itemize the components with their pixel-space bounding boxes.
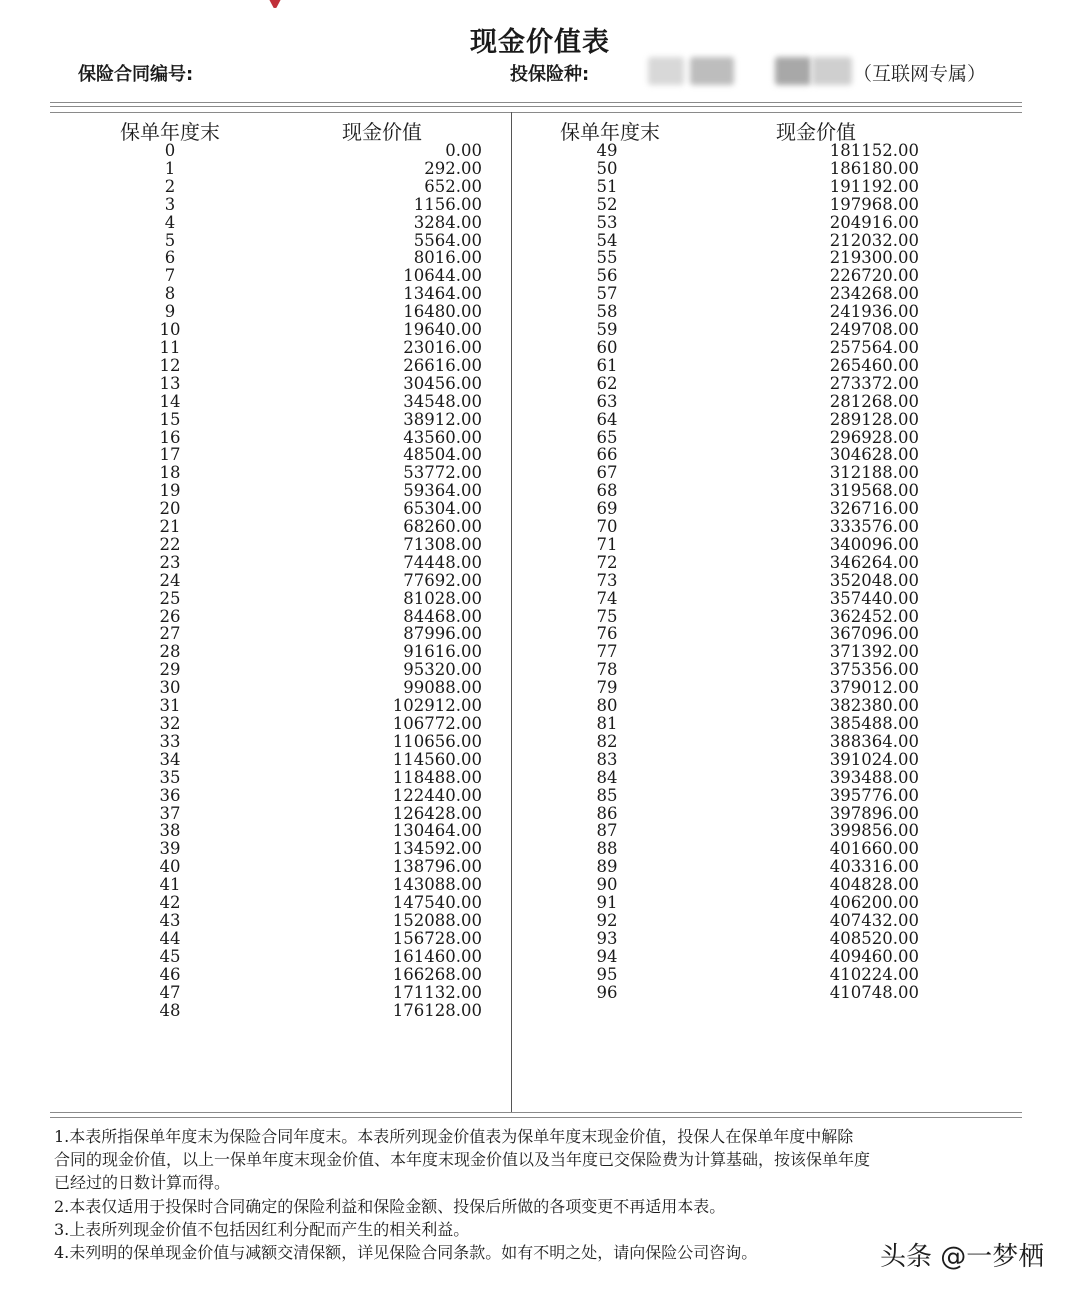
table-row	[0, 536, 919, 554]
policy-year-cell: 53	[596, 212, 618, 232]
table-row	[0, 894, 919, 912]
policy-year-cell: 57	[596, 284, 618, 304]
table-row	[0, 715, 919, 733]
cash-value-cell: 102912.00	[392, 696, 482, 716]
policy-year-cell: 36	[159, 785, 181, 805]
table-row	[0, 267, 919, 285]
cash-value-cell: 319568.00	[829, 481, 919, 501]
policy-year-cell: 89	[596, 857, 618, 877]
policy-year-cell: 50	[596, 158, 618, 178]
policy-year-cell: 35	[159, 767, 181, 787]
cash-value-cell: 409460.00	[829, 946, 919, 966]
policy-year-cell: 20	[159, 499, 181, 519]
policy-year-cell: 34	[159, 749, 181, 769]
cash-value-cell: 219300.00	[829, 248, 919, 268]
policy-year-cell: 4	[164, 212, 176, 232]
note-line: 1.本表所指保单年度末为保险合同年度末。本表所列现金价值表为保单年度末现金价值，投保人在保单年度中解除	[54, 1127, 854, 1146]
cash-value-cell: 138796.00	[392, 857, 482, 877]
table-row	[0, 232, 919, 250]
policy-year-cell: 0	[164, 141, 176, 160]
policy-year-cell: 81	[596, 714, 618, 733]
note-line: 2.本表仅适用于投保时合同确定的保险利益和保险金额、投保后所做的各项变更不再适用本表。	[54, 1196, 726, 1216]
table-row	[0, 214, 919, 232]
cash-value-cell: 19640.00	[403, 320, 482, 340]
table-row	[0, 948, 919, 966]
cash-value-cell: 43560.00	[403, 427, 482, 447]
table-row	[0, 787, 919, 805]
table-top-border	[50, 112, 1022, 113]
policy-year-cell: 31	[159, 696, 181, 716]
policy-year-cell: 66	[596, 445, 618, 465]
cash-value-cell: 362452.00	[829, 606, 919, 626]
cash-value-cell: 296928.00	[829, 427, 919, 447]
cash-value-cell: 399856.00	[829, 821, 919, 841]
table-row	[0, 411, 919, 429]
policy-year-cell: 72	[596, 552, 618, 572]
cash-value-table-right	[0, 142, 919, 1002]
cash-value-cell: 273372.00	[829, 373, 919, 393]
policy-year-cell: 17	[159, 445, 181, 465]
table-row	[0, 590, 919, 608]
cash-value-cell: 38912.00	[403, 409, 482, 429]
policy-year-cell: 9	[164, 302, 176, 322]
cash-value-cell: 81028.00	[403, 588, 482, 608]
cash-value-cell: 226720.00	[829, 266, 919, 286]
cash-value-cell: 382380.00	[829, 696, 919, 716]
table-row	[0, 321, 919, 339]
table-row	[0, 249, 919, 267]
policy-year-cell: 1	[164, 158, 176, 178]
policy-year-cell: 96	[596, 982, 618, 1002]
policy-year-cell: 39	[159, 839, 181, 859]
policy-year-cell: 69	[596, 499, 618, 519]
table-row	[0, 625, 919, 643]
cash-value-cell: 249708.00	[829, 320, 919, 340]
policy-year-cell: 46	[159, 964, 181, 984]
cash-value-cell: 166268.00	[392, 964, 482, 984]
cash-value-cell: 404828.00	[829, 875, 919, 895]
table-row	[0, 930, 919, 948]
table-bottom-border	[50, 1112, 1022, 1113]
product-label: 投保险种:	[510, 64, 590, 85]
cash-value-cell: 407432.00	[829, 910, 919, 930]
cash-value-cell: 391024.00	[829, 749, 919, 769]
policy-year-cell: 55	[596, 248, 618, 268]
table-row	[0, 357, 919, 375]
table-row	[0, 805, 919, 823]
cash-value-cell: 65304.00	[403, 499, 482, 519]
product-suffix: （互联网专属）	[853, 63, 987, 85]
policy-year-cell: 93	[596, 928, 618, 948]
header-divider	[50, 102, 1022, 103]
policy-year-cell: 29	[159, 660, 181, 680]
notes-section	[54, 1125, 994, 1264]
policy-year-cell: 54	[596, 230, 618, 250]
policy-year-cell: 42	[159, 893, 181, 913]
policy-year-cell: 87	[596, 821, 618, 841]
cash-value-cell: 95320.00	[403, 660, 482, 680]
policy-year-cell: 45	[159, 946, 181, 966]
table-row	[0, 661, 919, 679]
policy-year-cell: 85	[596, 785, 618, 805]
cash-value-cell: 152088.00	[392, 910, 482, 930]
cash-value-cell: 13464.00	[403, 284, 482, 304]
redacted-product-name	[648, 57, 684, 85]
policy-year-cell: 65	[596, 427, 618, 447]
policy-year-cell: 63	[596, 391, 618, 411]
column-header-year: 保单年度末	[120, 120, 220, 144]
cash-value-cell: 257564.00	[829, 337, 919, 357]
table-row	[0, 285, 919, 303]
policy-year-cell: 76	[596, 624, 618, 644]
cash-value-cell: 401660.00	[829, 839, 919, 859]
policy-year-cell: 40	[159, 857, 181, 877]
table-row	[0, 196, 919, 214]
table-row	[0, 393, 919, 411]
cash-value-cell: 156728.00	[392, 928, 482, 948]
policy-year-cell: 88	[596, 839, 618, 859]
policy-year-cell: 28	[159, 642, 181, 662]
table-row	[0, 733, 919, 751]
cash-value-cell: 48504.00	[403, 445, 482, 465]
policy-year-cell: 79	[596, 678, 618, 698]
cash-value-cell: 34548.00	[403, 391, 482, 411]
redacted-product-name	[812, 57, 852, 85]
policy-year-cell: 27	[159, 624, 181, 644]
policy-year-cell: 78	[596, 660, 618, 680]
cash-value-cell: 147540.00	[392, 893, 482, 913]
policy-year-cell: 16	[159, 427, 181, 447]
policy-year-cell: 60	[596, 337, 618, 357]
policy-year-cell: 47	[159, 982, 181, 1002]
policy-year-cell: 6	[164, 248, 176, 268]
cash-value-cell: 388364.00	[829, 731, 919, 751]
policy-year-cell: 3	[164, 194, 176, 214]
table-row	[0, 840, 919, 858]
cash-value-cell: 234268.00	[829, 284, 919, 304]
cash-value-cell: 357440.00	[829, 588, 919, 608]
cash-value-cell: 212032.00	[829, 230, 919, 250]
policy-year-cell: 90	[596, 875, 618, 895]
cash-value-cell: 114560.00	[392, 749, 482, 769]
table-row	[0, 751, 919, 769]
policy-year-cell: 44	[159, 928, 181, 948]
policy-year-cell: 73	[596, 570, 618, 590]
cash-value-cell: 312188.00	[829, 463, 919, 483]
policy-year-cell: 8	[164, 284, 176, 304]
table-row	[0, 679, 919, 697]
cash-value-cell: 87996.00	[403, 624, 482, 644]
cash-value-cell: 99088.00	[403, 678, 482, 698]
policy-year-cell: 51	[596, 176, 618, 196]
cash-value-cell: 340096.00	[829, 534, 919, 554]
cash-value-cell: 292.00	[424, 158, 482, 178]
table-row	[0, 482, 919, 500]
table-row	[0, 822, 919, 840]
policy-year-cell: 33	[159, 731, 181, 751]
policy-year-cell: 95	[596, 964, 618, 984]
cash-value-cell: 161460.00	[392, 946, 482, 966]
policy-year-cell: 75	[596, 606, 618, 626]
cash-value-cell: 346264.00	[829, 552, 919, 572]
policy-year-cell: 18	[159, 463, 181, 483]
policy-year-cell: 22	[159, 534, 181, 554]
policy-year-cell: 11	[159, 337, 181, 357]
table-row	[0, 697, 919, 715]
cash-value-cell: 186180.00	[829, 158, 919, 178]
policy-year-cell: 21	[159, 517, 181, 537]
policy-year-cell: 91	[596, 893, 618, 913]
policy-year-cell: 49	[596, 141, 618, 160]
cash-value-cell: 408520.00	[829, 928, 919, 948]
policy-year-cell: 84	[596, 767, 618, 787]
cash-value-cell: 74448.00	[403, 552, 482, 572]
policy-year-cell: 71	[596, 534, 618, 554]
cash-value-cell: 77692.00	[403, 570, 482, 590]
cash-value-cell: 197968.00	[829, 194, 919, 214]
cash-value-cell: 304628.00	[829, 445, 919, 465]
policy-year-cell: 7	[164, 266, 176, 286]
cash-value-cell: 375356.00	[829, 660, 919, 680]
cash-value-cell: 204916.00	[829, 212, 919, 232]
policy-year-cell: 43	[159, 910, 181, 930]
table-row	[0, 178, 919, 196]
policy-year-cell: 24	[159, 570, 181, 590]
cash-value-cell: 53772.00	[403, 463, 482, 483]
policy-year-cell: 19	[159, 481, 181, 501]
policy-year-cell: 62	[596, 373, 618, 393]
cash-value-cell: 110656.00	[392, 731, 482, 751]
header-divider	[50, 106, 1022, 107]
cash-value-cell: 191192.00	[829, 176, 919, 196]
policy-year-cell: 92	[596, 910, 618, 930]
policy-year-cell: 2	[164, 176, 176, 196]
policy-year-cell: 74	[596, 588, 618, 608]
cash-value-cell: 395776.00	[829, 785, 919, 805]
policy-year-cell: 12	[159, 355, 181, 375]
note-line: 合同的现金价值，以上一保单年度末现金价值、本年度末现金价值以及当年度已交保险费为计算基础，按该保单年度	[54, 1150, 871, 1170]
cash-value-cell: 406200.00	[829, 893, 919, 913]
watermark-text: 头条 @一梦栖	[880, 1242, 1045, 1272]
cash-value-cell: 379012.00	[829, 678, 919, 698]
table-row	[0, 769, 919, 787]
note-line: 3.上表所列现金价值不包括因红利分配而产生的相关利益。	[54, 1219, 470, 1239]
contract-number-label: 保险合同编号:	[78, 64, 194, 85]
table-row	[0, 446, 919, 464]
redacted-product-name	[690, 57, 734, 85]
table-row	[0, 966, 919, 984]
cash-value-cell: 352048.00	[829, 570, 919, 590]
table-row	[0, 572, 919, 590]
cash-value-cell: 281268.00	[829, 391, 919, 411]
table-row	[0, 876, 919, 894]
page-title: 现金价值表	[470, 27, 610, 58]
policy-year-cell: 64	[596, 409, 618, 429]
cash-value-cell: 16480.00	[403, 302, 482, 322]
policy-year-cell: 32	[159, 714, 181, 733]
policy-year-cell: 70	[596, 517, 618, 537]
table-row	[0, 429, 919, 447]
table-row	[0, 375, 919, 393]
cash-value-cell: 8016.00	[413, 248, 482, 268]
table-row	[0, 608, 919, 626]
table-row	[0, 858, 919, 876]
cash-value-cell: 91616.00	[403, 642, 482, 662]
cash-value-cell: 134592.00	[392, 839, 482, 859]
note-line: 已经过的日数计算而得。	[54, 1173, 231, 1193]
table-row	[0, 554, 919, 572]
policy-year-cell: 68	[596, 481, 618, 501]
table-row	[0, 984, 919, 1002]
policy-year-cell: 15	[159, 409, 181, 429]
cash-value-cell: 410224.00	[829, 964, 919, 984]
policy-year-cell: 56	[596, 266, 618, 286]
cash-value-cell: 333576.00	[829, 517, 919, 537]
table-row	[0, 500, 919, 518]
policy-year-cell: 48	[159, 1000, 181, 1020]
cash-value-cell: 68260.00	[403, 517, 482, 537]
cash-value-cell: 10644.00	[403, 266, 482, 286]
policy-year-cell: 86	[596, 803, 618, 823]
table-row	[0, 518, 919, 536]
policy-year-cell: 83	[596, 749, 618, 769]
cash-value-cell: 1156.00	[413, 194, 482, 214]
cash-value-cell: 5564.00	[413, 230, 482, 250]
table-row	[0, 303, 919, 321]
cash-value-cell: 652.00	[424, 176, 482, 196]
table-row	[0, 912, 919, 930]
column-header-value: 现金价值	[776, 120, 856, 144]
cash-value-cell: 143088.00	[392, 875, 482, 895]
policy-year-cell: 13	[159, 373, 181, 393]
policy-year-cell: 77	[596, 642, 618, 662]
cash-value-cell: 59364.00	[403, 481, 482, 501]
red-seal-fragment	[262, 0, 288, 8]
cash-value-cell: 118488.00	[392, 767, 482, 787]
policy-year-cell: 80	[596, 696, 618, 716]
cash-value-cell: 289128.00	[829, 409, 919, 429]
cash-value-cell: 171132.00	[392, 982, 482, 1002]
policy-year-cell: 61	[596, 355, 618, 375]
cash-value-cell: 122440.00	[392, 785, 482, 805]
cash-value-cell: 385488.00	[829, 714, 919, 733]
policy-year-cell: 10	[159, 320, 181, 340]
cash-value-cell: 26616.00	[403, 355, 482, 375]
column-header-year: 保单年度末	[560, 120, 660, 144]
cash-value-cell: 265460.00	[829, 355, 919, 375]
table-row	[0, 1002, 482, 1020]
redacted-product-name	[775, 57, 811, 85]
cash-value-cell: 371392.00	[829, 642, 919, 662]
policy-year-cell: 25	[159, 588, 181, 608]
cash-value-cell: 181152.00	[829, 141, 919, 160]
cash-value-cell: 410748.00	[829, 982, 919, 1002]
cash-value-cell: 397896.00	[829, 803, 919, 823]
policy-year-cell: 23	[159, 552, 181, 572]
cash-value-cell: 403316.00	[829, 857, 919, 877]
column-header-value: 现金价值	[342, 120, 422, 144]
policy-year-cell: 59	[596, 320, 618, 340]
table-bottom-border	[50, 1117, 1022, 1118]
cash-value-cell: 23016.00	[403, 337, 482, 357]
table-row	[0, 464, 919, 482]
cash-value-cell: 326716.00	[829, 499, 919, 519]
policy-year-cell: 5	[164, 230, 176, 250]
cash-value-cell: 241936.00	[829, 302, 919, 322]
policy-year-cell: 26	[159, 606, 181, 626]
cash-value-cell: 367096.00	[829, 624, 919, 644]
cash-value-cell: 176128.00	[392, 1000, 482, 1020]
cash-value-cell: 84468.00	[403, 606, 482, 626]
cash-value-cell: 71308.00	[403, 534, 482, 554]
policy-year-cell: 37	[159, 803, 181, 823]
policy-year-cell: 94	[596, 946, 618, 966]
cash-value-cell: 126428.00	[392, 803, 482, 823]
cash-value-cell: 0.00	[445, 141, 482, 160]
cash-value-cell: 130464.00	[392, 821, 482, 841]
policy-year-cell: 52	[596, 194, 618, 214]
table-row	[0, 339, 919, 357]
cash-value-cell: 106772.00	[392, 714, 482, 733]
policy-year-cell: 14	[159, 391, 181, 411]
cash-value-cell: 3284.00	[413, 212, 482, 232]
policy-year-cell: 82	[596, 731, 618, 751]
policy-year-cell: 38	[159, 821, 181, 841]
policy-year-cell: 30	[159, 678, 181, 698]
policy-year-cell: 58	[596, 302, 618, 322]
policy-year-cell: 41	[159, 875, 181, 895]
policy-year-cell: 67	[596, 463, 618, 483]
note-line: 4.未列明的保单现金价值与减额交清保额，详见保险合同条款。如有不明之处，请向保险公司咨询。	[54, 1243, 758, 1263]
table-row	[0, 142, 919, 160]
table-row	[0, 643, 919, 661]
table-row	[0, 160, 919, 178]
cash-value-cell: 30456.00	[403, 373, 482, 393]
cash-value-cell: 393488.00	[829, 767, 919, 787]
